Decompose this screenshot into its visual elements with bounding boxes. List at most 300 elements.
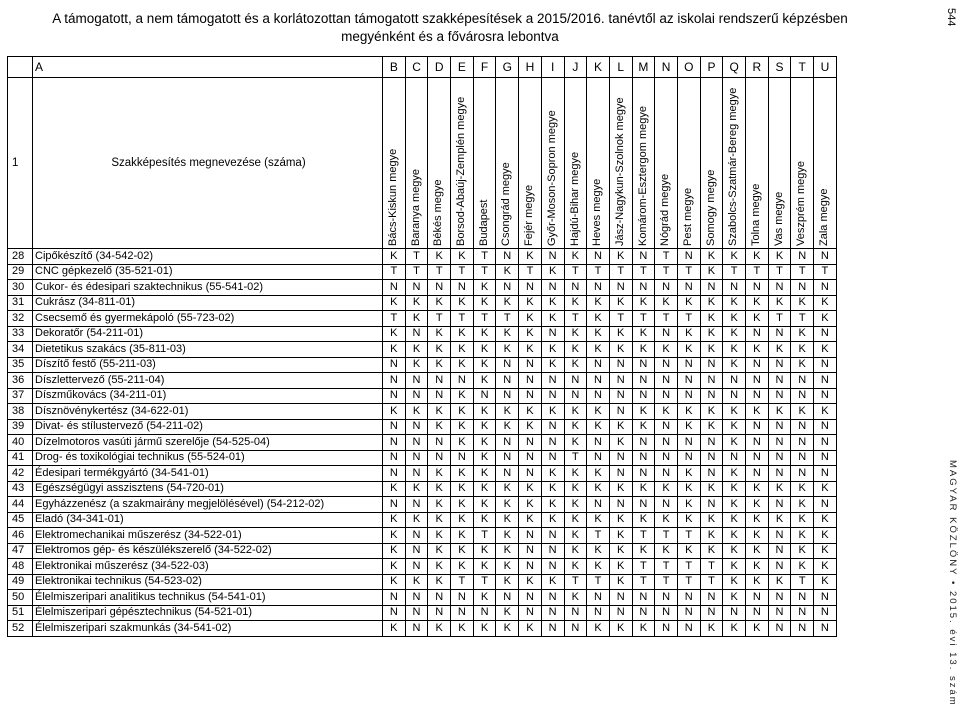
support-status-cell: K [383,528,406,544]
support-status-cell: K [814,481,837,497]
support-status-cell: N [632,249,655,265]
table-row [8,342,837,358]
support-status-cell: K [519,249,542,265]
header-row-number: 1 [8,78,33,249]
qualification-name: Egészségügyi asszisztens (54-720-01) [33,481,383,497]
county-header [451,78,474,249]
support-status-cell: K [609,249,632,265]
support-status-cell: T [723,264,746,280]
support-status-cell: K [541,342,564,358]
county-name: Bács-Kiskun megye [387,148,399,246]
support-status-cell: K [519,512,542,528]
support-status-cell: T [496,311,519,327]
support-status-cell: N [383,590,406,606]
support-status-cell: K [723,466,746,482]
support-status-cell: K [609,295,632,311]
support-status-cell: K [632,295,655,311]
support-status-cell: N [814,435,837,451]
column-letter: K [587,57,610,78]
county-header-label-wrap [568,80,586,248]
support-status-cell: K [814,574,837,590]
support-status-cell: N [814,280,837,296]
support-status-cell: T [655,249,678,265]
qualification-name: Cukrász (34-811-01) [33,295,383,311]
support-status-cell: N [791,280,814,296]
support-status-cell: N [564,373,587,389]
support-status-cell: K [746,295,769,311]
qualification-name: Dízelmotoros vasúti jármű szerelője (54-525-04) [33,435,383,451]
support-status-cell: K [723,543,746,559]
support-status-cell: N [383,357,406,373]
row-number: 42 [8,466,33,482]
support-status-cell: N [677,621,700,637]
support-status-cell: N [632,373,655,389]
support-status-cell: N [768,326,791,342]
table-row [8,481,837,497]
county-header [768,78,791,249]
support-status-cell: K [451,559,474,575]
support-status-cell: N [746,326,769,342]
support-status-cell: N [519,528,542,544]
support-status-cell: K [564,466,587,482]
support-status-cell: N [814,466,837,482]
county-header-label-wrap [545,80,563,248]
document-title-line2: megyénként és a fővárosra lebontva [341,29,559,44]
support-status-cell: K [473,342,496,358]
support-status-cell: K [383,404,406,420]
support-status-cell: K [746,342,769,358]
county-header-label-wrap [749,80,767,248]
support-status-cell: N [768,450,791,466]
support-status-cell: K [814,295,837,311]
gazette-side-label: MAGYAR KÖZLÖNY • 2015. évi 13. szám [947,460,958,707]
support-status-cell: T [609,311,632,327]
support-status-cell: T [768,311,791,327]
support-status-cell: T [655,574,678,590]
column-letter: S [768,57,791,78]
support-status-cell: N [405,605,428,621]
support-status-cell: N [609,404,632,420]
support-status-cell: K [587,342,610,358]
qualification-name: Élelmiszeripari analitikus technikus (54-541-01) [33,590,383,606]
support-status-cell: K [655,543,678,559]
support-status-cell: N [655,590,678,606]
support-status-cell: K [473,295,496,311]
support-status-cell: N [405,497,428,513]
support-status-cell: K [496,326,519,342]
qualification-name: Édesipari termékgyártó (34-541-01) [33,466,383,482]
column-letter: O [677,57,700,78]
support-status-cell: K [519,419,542,435]
support-status-cell: N [428,373,451,389]
support-status-cell: T [791,574,814,590]
support-status-cell: K [473,512,496,528]
row-number: 51 [8,605,33,621]
support-status-cell: K [746,621,769,637]
support-status-cell: K [746,311,769,327]
county-name: Budapest [477,199,490,246]
support-status-cell: N [609,497,632,513]
support-status-cell: N [428,435,451,451]
support-status-cell: N [451,590,474,606]
support-status-cell: N [791,466,814,482]
support-status-cell: N [746,605,769,621]
table-row [8,295,837,311]
support-status-cell: N [746,590,769,606]
support-status-cell: N [768,543,791,559]
support-status-cell: N [746,435,769,451]
support-status-cell: T [564,311,587,327]
county-name: Baranya megye [409,168,422,246]
support-status-cell: K [473,326,496,342]
support-status-cell: K [383,543,406,559]
county-name: Veszprém megye [795,161,808,246]
support-status-cell: K [564,543,587,559]
support-status-cell: N [405,466,428,482]
support-status-cell: K [451,497,474,513]
support-status-cell: N [541,388,564,404]
support-status-cell: N [541,621,564,637]
county-qualification-table [7,56,837,637]
support-status-cell: N [451,280,474,296]
support-status-cell: K [746,559,769,575]
row-number: 39 [8,419,33,435]
support-status-cell: K [383,559,406,575]
support-status-cell: K [428,404,451,420]
support-status-cell: K [519,295,542,311]
qualification-name: Elektromos gép- és készülékszerelő (34-522-02) [33,543,383,559]
support-status-cell: T [655,528,678,544]
support-status-cell: K [519,621,542,637]
county-header-label-wrap [772,80,790,248]
table-row [8,450,837,466]
support-status-cell: K [451,512,474,528]
support-status-cell: K [700,543,723,559]
support-status-cell: K [451,528,474,544]
county-header [428,78,451,249]
support-status-cell: K [405,357,428,373]
support-status-cell: K [791,559,814,575]
support-status-cell: N [519,605,542,621]
support-status-cell: K [587,295,610,311]
support-status-cell: K [451,295,474,311]
support-status-cell: K [383,295,406,311]
support-status-cell: N [587,435,610,451]
support-status-cell: K [564,404,587,420]
support-status-cell: K [677,342,700,358]
support-status-cell: T [632,574,655,590]
support-status-cell: K [700,404,723,420]
support-status-cell: N [405,621,428,637]
row-number: 28 [8,249,33,265]
support-status-cell: K [655,342,678,358]
county-header [473,78,496,249]
support-status-cell: N [791,621,814,637]
support-status-cell: K [814,512,837,528]
support-status-cell: K [405,574,428,590]
qualification-name: Dietetikus szakács (35-811-03) [33,342,383,358]
support-status-cell: K [791,357,814,373]
support-status-cell: N [541,450,564,466]
support-status-cell: K [383,621,406,637]
support-status-cell: K [564,497,587,513]
support-status-cell: N [814,388,837,404]
support-status-cell: N [655,450,678,466]
table-row [8,559,837,575]
support-status-cell: K [428,559,451,575]
table-row [8,512,837,528]
support-status-cell: N [768,528,791,544]
county-header-label-wrap [386,80,404,248]
support-status-cell: K [564,528,587,544]
support-status-cell: N [519,590,542,606]
support-status-cell: N [723,280,746,296]
row-number: 35 [8,357,33,373]
table-row [8,311,837,327]
support-status-cell: K [746,497,769,513]
support-status-cell: K [723,481,746,497]
support-status-cell: N [519,450,542,466]
support-status-cell: N [700,590,723,606]
support-status-cell: K [723,419,746,435]
support-status-cell: N [519,466,542,482]
support-status-cell: N [677,280,700,296]
support-status-cell: N [541,280,564,296]
support-status-cell: N [700,280,723,296]
county-header [677,78,700,249]
support-status-cell: K [723,590,746,606]
support-status-cell: N [677,357,700,373]
county-header-label-wrap [522,80,540,248]
support-status-cell: K [473,590,496,606]
support-status-cell: T [746,264,769,280]
support-status-cell: N [519,435,542,451]
qualification-name: Dekoratőr (54-211-01) [33,326,383,342]
support-status-cell: K [564,357,587,373]
row-number: 31 [8,295,33,311]
support-status-cell: K [451,621,474,637]
support-status-cell: K [519,342,542,358]
support-status-cell: T [473,574,496,590]
support-status-cell: K [587,404,610,420]
support-status-cell: T [383,311,406,327]
support-status-cell: K [541,311,564,327]
support-status-cell: K [677,295,700,311]
support-status-cell: N [768,559,791,575]
support-status-cell: N [768,497,791,513]
support-status-cell: T [451,574,474,590]
county-name: Nógrád megye [659,173,672,246]
support-status-cell: N [814,590,837,606]
support-status-cell: T [519,264,542,280]
support-status-cell: T [677,311,700,327]
support-status-cell: N [632,388,655,404]
support-status-cell: T [587,264,610,280]
support-status-cell: K [609,481,632,497]
support-status-cell: K [632,621,655,637]
support-status-cell: K [564,481,587,497]
support-status-cell: N [746,450,769,466]
county-header [655,78,678,249]
support-status-cell: K [473,466,496,482]
support-status-cell: N [632,466,655,482]
row-number: 41 [8,450,33,466]
column-letter: L [609,57,632,78]
support-status-cell: K [677,419,700,435]
support-status-cell: N [791,435,814,451]
support-status-cell: N [791,419,814,435]
support-status-cell: K [473,373,496,389]
qualification-name: Díszműkovács (34-211-01) [33,388,383,404]
county-name: Csongrád megye [500,162,513,246]
support-status-cell: K [632,404,655,420]
support-status-cell: K [587,512,610,528]
support-status-cell: N [814,497,837,513]
county-header [632,78,655,249]
table-row [8,249,837,265]
county-header-row [8,78,837,249]
row-number: 40 [8,435,33,451]
support-status-cell: T [564,450,587,466]
support-status-cell: K [383,326,406,342]
support-status-cell: K [587,621,610,637]
support-status-cell: T [473,311,496,327]
support-status-cell: T [428,311,451,327]
support-status-cell: K [451,543,474,559]
support-status-cell: K [791,342,814,358]
support-status-cell: N [768,280,791,296]
support-status-cell: K [587,481,610,497]
row-number: 48 [8,559,33,575]
row-number: 38 [8,404,33,420]
support-status-cell: K [473,481,496,497]
support-status-cell: K [405,512,428,528]
support-status-cell: N [609,590,632,606]
support-status-cell: N [677,435,700,451]
support-status-cell: K [564,249,587,265]
qualification-name: Élelmiszeripari gépésztechnikus (54-521-01) [33,605,383,621]
support-status-cell: N [768,590,791,606]
support-status-cell: K [519,311,542,327]
support-status-cell: N [814,605,837,621]
support-status-cell: N [405,435,428,451]
support-status-cell: K [746,528,769,544]
support-status-cell: T [405,249,428,265]
support-status-cell: K [564,590,587,606]
support-status-cell: K [496,419,519,435]
support-status-cell: N [723,450,746,466]
table-row [8,605,837,621]
support-status-cell: K [451,435,474,451]
support-status-cell: K [541,295,564,311]
support-status-cell: N [496,249,519,265]
support-status-cell: N [768,435,791,451]
support-status-cell: N [383,605,406,621]
support-status-cell: T [473,528,496,544]
support-status-cell: N [609,280,632,296]
support-status-cell: K [587,543,610,559]
support-status-cell: N [519,543,542,559]
support-status-cell: K [723,497,746,513]
support-status-cell: K [677,512,700,528]
support-status-cell: K [791,497,814,513]
support-status-cell: N [677,373,700,389]
qualification-name: Élelmiszeripari szakmunkás (34-541-02) [33,621,383,637]
support-status-cell: K [451,357,474,373]
support-status-cell: N [632,357,655,373]
page-number: 544 [945,8,957,27]
support-status-cell: N [814,326,837,342]
county-name: Borsod-Abaúj-Zemplén megye [455,96,468,246]
row-number: 32 [8,311,33,327]
support-status-cell: N [383,419,406,435]
support-status-cell: N [451,450,474,466]
support-status-cell: K [677,326,700,342]
support-status-cell: N [405,590,428,606]
qualification-name: Egyházzenész (a szakmairány megjelölésével) (54-212-02) [33,497,383,513]
row-number: 33 [8,326,33,342]
support-status-cell: N [700,435,723,451]
row-number: 34 [8,342,33,358]
table-row [8,357,837,373]
support-status-cell: N [791,590,814,606]
support-status-cell: K [519,404,542,420]
support-status-cell: N [791,373,814,389]
county-header [746,78,769,249]
support-status-cell: T [473,264,496,280]
support-status-cell: K [564,419,587,435]
support-status-cell: N [791,388,814,404]
support-status-cell: K [473,435,496,451]
column-letter: G [496,57,519,78]
support-status-cell: N [700,466,723,482]
corner-cell [8,57,33,78]
support-status-cell: K [428,528,451,544]
row-number: 45 [8,512,33,528]
column-letter: F [473,57,496,78]
support-status-cell: K [814,559,837,575]
support-status-cell: K [496,621,519,637]
support-status-cell: K [428,481,451,497]
support-status-cell: K [700,249,723,265]
support-status-cell: K [405,311,428,327]
county-header-label-wrap [613,80,631,248]
support-status-cell: K [723,342,746,358]
support-status-cell: K [428,512,451,528]
support-status-cell: K [723,435,746,451]
support-status-cell: N [541,528,564,544]
support-status-cell: T [655,264,678,280]
support-status-cell: K [723,512,746,528]
support-status-cell: N [564,621,587,637]
support-status-cell: N [814,419,837,435]
table-row [8,264,837,280]
column-letter: T [791,57,814,78]
qualification-name: Csecsemő és gyermekápoló (55-723-02) [33,311,383,327]
qualification-name: Elektronikai műszerész (34-522-03) [33,559,383,575]
support-status-cell: N [632,497,655,513]
support-status-cell: K [609,419,632,435]
support-status-cell: K [428,357,451,373]
county-name: Békés megye [432,179,445,246]
support-status-cell: K [428,342,451,358]
support-status-cell: K [700,326,723,342]
support-status-cell: N [564,388,587,404]
county-header [383,78,406,249]
support-status-cell: K [609,342,632,358]
support-status-cell: K [473,543,496,559]
support-status-cell: K [677,466,700,482]
